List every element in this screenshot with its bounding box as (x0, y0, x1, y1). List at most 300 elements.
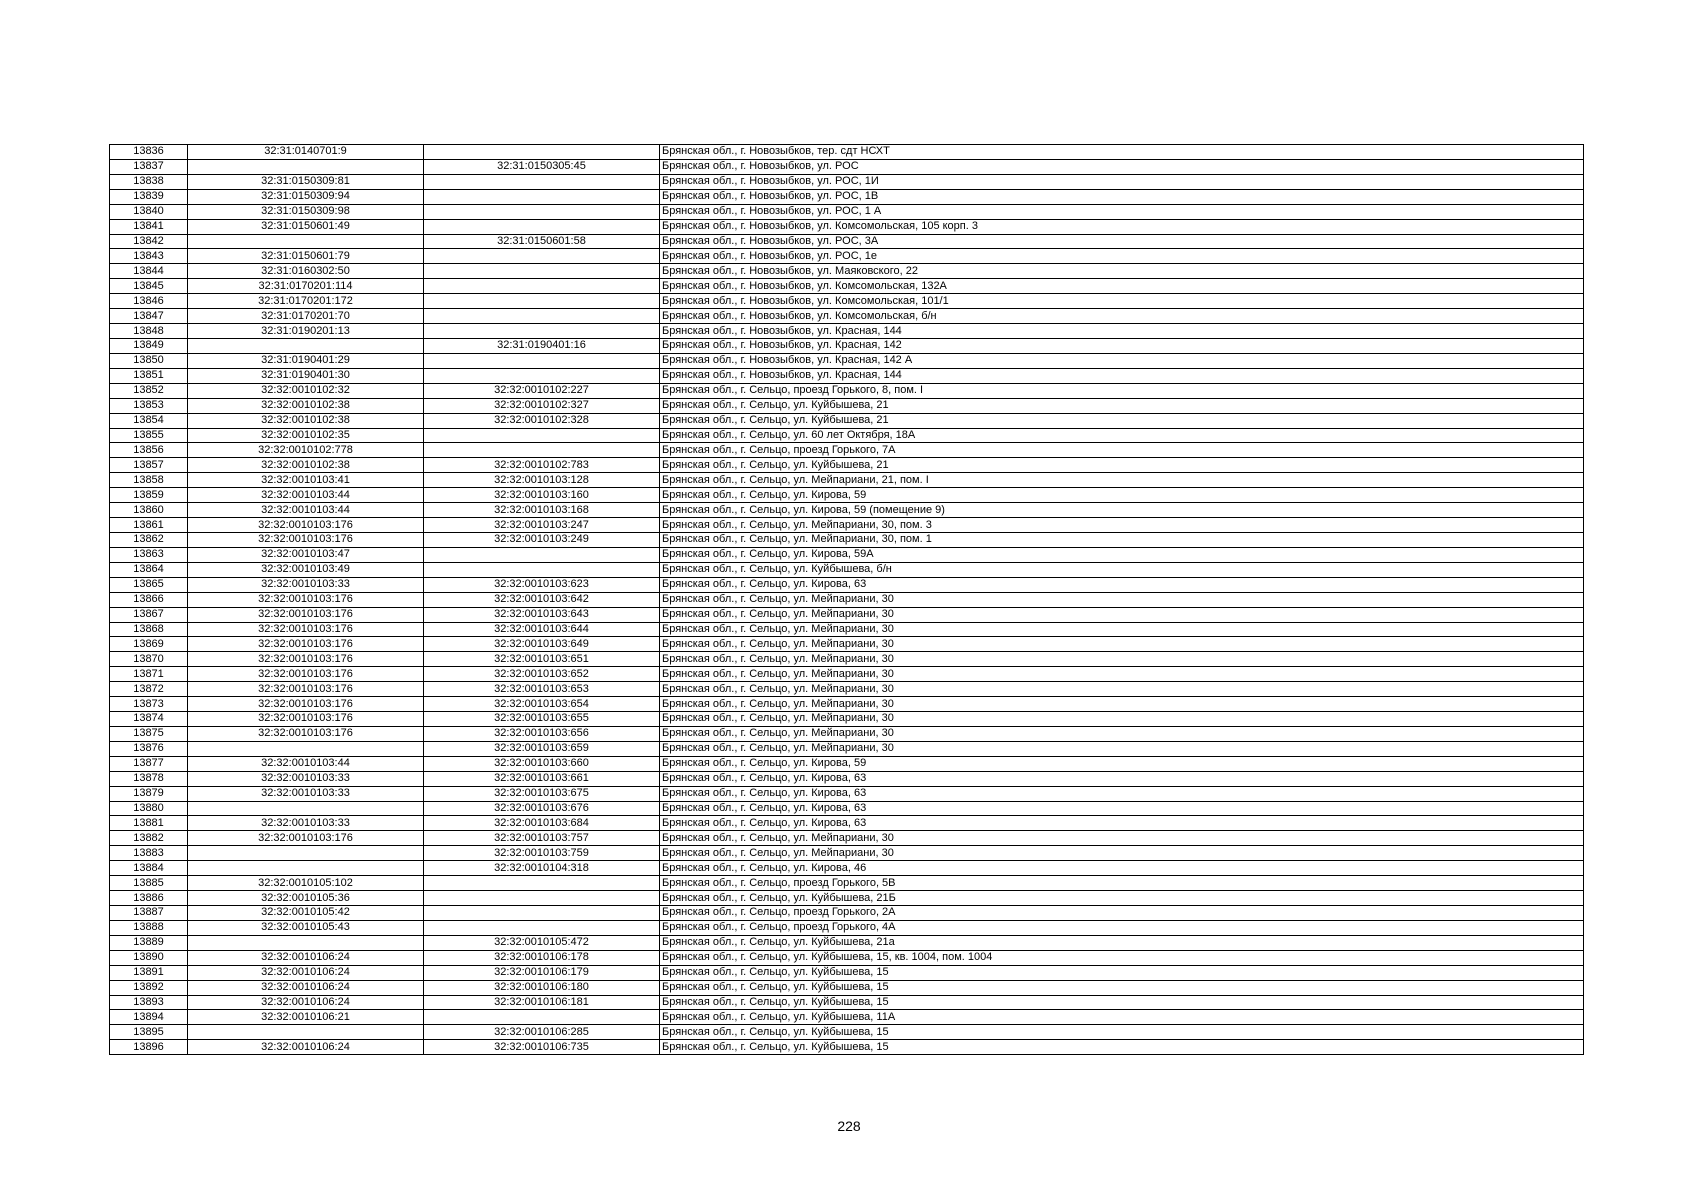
table-row (110, 324, 1584, 339)
table-row (110, 786, 1584, 801)
row-number-cell: 13864 (110, 562, 188, 577)
land-plot-number-cell: 32:32:0010102:38 (188, 398, 424, 413)
address-cell: Брянская обл., г. Сельцо, ул. Куйбышева, 11А (660, 1010, 1584, 1025)
address-cell: Брянская обл., г. Сельцо, ул. Мейпариани, 30, пом. 3 (660, 518, 1584, 533)
land-plot-number-cell: 32:31:0150309:81 (188, 174, 424, 189)
row-number-cell: 13851 (110, 368, 188, 383)
address-cell: Брянская обл., г. Сельцо, ул. Мейпариани, 30 (660, 637, 1584, 652)
address-cell: Брянская обл., г. Новозыбков, ул. Комсомольская, 101/1 (660, 294, 1584, 309)
address-cell: Брянская обл., г. Сельцо, ул. Куйбышева, 15, кв. 1004, пом. 1004 (660, 950, 1584, 965)
table-row (110, 816, 1584, 831)
land-plot-number-cell: 32:32:0010103:47 (188, 547, 424, 562)
land-plot-number-cell: 32:32:0010105:42 (188, 906, 424, 921)
row-number-cell: 13876 (110, 741, 188, 756)
land-plot-number-cell: 32:32:0010103:176 (188, 697, 424, 712)
land-plot-number-cell: 32:32:0010105:43 (188, 920, 424, 935)
address-cell: Брянская обл., г. Сельцо, ул. Кирова, 59 (помещение 9) (660, 503, 1584, 518)
land-plot-number-cell: 32:31:0170201:172 (188, 294, 424, 309)
address-cell: Брянская обл., г. Сельцо, ул. Кирова, 63 (660, 816, 1584, 831)
row-number-cell: 13856 (110, 443, 188, 458)
land-plot-number-cell: 32:32:0010103:33 (188, 577, 424, 592)
land-plot-number-cell: 32:31:0170201:114 (188, 279, 424, 294)
address-cell: Брянская обл., г. Новозыбков, ул. Красная, 144 (660, 324, 1584, 339)
building-number-cell: 32:31:0150601:58 (424, 234, 660, 249)
table-row (110, 756, 1584, 771)
row-number-cell: 13867 (110, 607, 188, 622)
land-plot-number-cell: 32:32:0010102:38 (188, 458, 424, 473)
building-number-cell: 32:32:0010103:676 (424, 801, 660, 816)
row-number-cell: 13880 (110, 801, 188, 816)
table-row (110, 935, 1584, 950)
building-number-cell (424, 1010, 660, 1025)
land-plot-number-cell (188, 234, 424, 249)
land-plot-number-cell: 32:32:0010103:176 (188, 831, 424, 846)
land-plot-number-cell: 32:31:0190401:30 (188, 368, 424, 383)
table-row (110, 174, 1584, 189)
land-plot-number-cell: 32:32:0010103:44 (188, 488, 424, 503)
address-cell: Брянская обл., г. Сельцо, ул. Кирова, 59 (660, 488, 1584, 503)
table-row (110, 697, 1584, 712)
table-row (110, 458, 1584, 473)
table-row (110, 637, 1584, 652)
table-row (110, 1040, 1584, 1055)
address-cell: Брянская обл., г. Новозыбков, ул. РОС, 1В (660, 189, 1584, 204)
address-cell: Брянская обл., г. Сельцо, проезд Горького, 5В (660, 876, 1584, 891)
building-number-cell: 32:32:0010103:654 (424, 697, 660, 712)
address-cell: Брянская обл., г. Новозыбков, ул. Красная, 142 А (660, 353, 1584, 368)
address-cell: Брянская обл., г. Новозыбков, ул. РОС, 1 А (660, 204, 1584, 219)
table-row (110, 876, 1584, 891)
address-cell: Брянская обл., г. Новозыбков, ул. РОС, 3А (660, 234, 1584, 249)
land-plot-number-cell: 32:31:0150309:98 (188, 204, 424, 219)
address-cell: Брянская обл., г. Сельцо, проезд Горького, 2А (660, 906, 1584, 921)
address-cell: Брянская обл., г. Сельцо, проезд Горького, 8, пом. I (660, 383, 1584, 398)
address-cell: Брянская обл., г. Сельцо, ул. Куйбышева, 21 (660, 398, 1584, 413)
land-plot-number-cell: 32:32:0010103:176 (188, 667, 424, 682)
land-plot-number-cell: 32:32:0010103:41 (188, 473, 424, 488)
table-row (110, 622, 1584, 637)
building-number-cell: 32:32:0010106:285 (424, 1025, 660, 1040)
table-row (110, 1010, 1584, 1025)
land-plot-number-cell: 32:32:0010106:24 (188, 995, 424, 1010)
table-row (110, 741, 1584, 756)
row-number-cell: 13891 (110, 965, 188, 980)
row-number-cell: 13872 (110, 682, 188, 697)
table-row (110, 473, 1584, 488)
table-row (110, 831, 1584, 846)
land-plot-number-cell (188, 159, 424, 174)
building-number-cell (424, 547, 660, 562)
building-number-cell (424, 174, 660, 189)
address-cell: Брянская обл., г. Сельцо, ул. Мейпариани, 30 (660, 741, 1584, 756)
land-plot-number-cell: 32:32:0010103:49 (188, 562, 424, 577)
row-number-cell: 13862 (110, 532, 188, 547)
building-number-cell (424, 443, 660, 458)
address-cell: Брянская обл., г. Сельцо, ул. Куйбышева, 15 (660, 995, 1584, 1010)
address-cell: Брянская обл., г. Сельцо, ул. Куйбышева, 15 (660, 1040, 1584, 1055)
building-number-cell: 32:32:0010103:661 (424, 771, 660, 786)
land-plot-number-cell: 32:32:0010102:778 (188, 443, 424, 458)
table-row (110, 667, 1584, 682)
address-cell: Брянская обл., г. Сельцо, ул. Куйбышева, 21Б (660, 891, 1584, 906)
address-cell: Брянская обл., г. Сельцо, ул. Кирова, 59 (660, 756, 1584, 771)
building-number-cell (424, 562, 660, 577)
row-number-cell: 13854 (110, 413, 188, 428)
row-number-cell: 13842 (110, 234, 188, 249)
land-plot-number-cell: 32:32:0010103:176 (188, 712, 424, 727)
address-cell: Брянская обл., г. Новозыбков, ул. РОС (660, 159, 1584, 174)
address-cell: Брянская обл., г. Сельцо, ул. Мейпариани, 30 (660, 607, 1584, 622)
address-cell: Брянская обл., г. Новозыбков, ул. Комсомольская, б/н (660, 309, 1584, 324)
register-sheet (109, 144, 1584, 1055)
building-number-cell: 32:31:0150305:45 (424, 159, 660, 174)
address-cell: Брянская обл., г. Сельцо, проезд Горького, 7А (660, 443, 1584, 458)
property-register-body (110, 145, 1584, 1055)
land-plot-number-cell: 32:31:0150601:79 (188, 249, 424, 264)
table-row (110, 950, 1584, 965)
land-plot-number-cell (188, 741, 424, 756)
address-cell: Брянская обл., г. Сельцо, ул. Кирова, 46 (660, 861, 1584, 876)
table-row (110, 906, 1584, 921)
row-number-cell: 13850 (110, 353, 188, 368)
building-number-cell: 32:32:0010103:649 (424, 637, 660, 652)
land-plot-number-cell: 32:32:0010102:35 (188, 428, 424, 443)
building-number-cell: 32:32:0010103:656 (424, 726, 660, 741)
row-number-cell: 13863 (110, 547, 188, 562)
address-cell: Брянская обл., г. Новозыбков, ул. Красная, 142 (660, 338, 1584, 353)
address-cell: Брянская обл., г. Сельцо, ул. Кирова, 63 (660, 801, 1584, 816)
row-number-cell: 13868 (110, 622, 188, 637)
land-plot-number-cell: 32:31:0190201:13 (188, 324, 424, 339)
row-number-cell: 13873 (110, 697, 188, 712)
row-number-cell: 13874 (110, 712, 188, 727)
table-row (110, 338, 1584, 353)
land-plot-number-cell (188, 1025, 424, 1040)
row-number-cell: 13845 (110, 279, 188, 294)
building-number-cell (424, 920, 660, 935)
address-cell: Брянская обл., г. Новозыбков, ул. Комсомольская, 132А (660, 279, 1584, 294)
table-row (110, 562, 1584, 577)
row-number-cell: 13848 (110, 324, 188, 339)
row-number-cell: 13858 (110, 473, 188, 488)
building-number-cell: 32:32:0010103:643 (424, 607, 660, 622)
address-cell: Брянская обл., г. Сельцо, ул. Куйбышева, 15 (660, 980, 1584, 995)
row-number-cell: 13866 (110, 592, 188, 607)
address-cell: Брянская обл., г. Сельцо, ул. Мейпариани, 30 (660, 831, 1584, 846)
building-number-cell: 32:32:0010103:759 (424, 846, 660, 861)
table-row (110, 577, 1584, 592)
building-number-cell (424, 219, 660, 234)
table-row (110, 204, 1584, 219)
building-number-cell: 32:32:0010103:659 (424, 741, 660, 756)
land-plot-number-cell: 32:32:0010103:44 (188, 756, 424, 771)
address-cell: Брянская обл., г. Сельцо, проезд Горького, 4А (660, 920, 1584, 935)
row-number-cell: 13865 (110, 577, 188, 592)
land-plot-number-cell: 32:31:0160302:50 (188, 264, 424, 279)
table-row (110, 189, 1584, 204)
building-number-cell (424, 279, 660, 294)
table-row (110, 503, 1584, 518)
table-row (110, 682, 1584, 697)
page-number: 228 (837, 1118, 861, 1134)
land-plot-number-cell: 32:32:0010105:102 (188, 876, 424, 891)
row-number-cell: 13855 (110, 428, 188, 443)
land-plot-number-cell: 32:32:0010103:44 (188, 503, 424, 518)
table-row (110, 368, 1584, 383)
row-number-cell: 13849 (110, 338, 188, 353)
row-number-cell: 13852 (110, 383, 188, 398)
row-number-cell: 13861 (110, 518, 188, 533)
building-number-cell: 32:31:0190401:16 (424, 338, 660, 353)
table-row (110, 726, 1584, 741)
building-number-cell (424, 294, 660, 309)
row-number-cell: 13843 (110, 249, 188, 264)
row-number-cell: 13846 (110, 294, 188, 309)
building-number-cell: 32:32:0010103:684 (424, 816, 660, 831)
row-number-cell: 13840 (110, 204, 188, 219)
row-number-cell: 13853 (110, 398, 188, 413)
table-row (110, 801, 1584, 816)
building-number-cell: 32:32:0010103:644 (424, 622, 660, 637)
land-plot-number-cell: 32:32:0010103:176 (188, 726, 424, 741)
building-number-cell: 32:32:0010103:652 (424, 667, 660, 682)
address-cell: Брянская обл., г. Сельцо, ул. Куйбышева, 15 (660, 965, 1584, 980)
land-plot-number-cell: 32:32:0010106:24 (188, 980, 424, 995)
table-row (110, 234, 1584, 249)
land-plot-number-cell: 32:32:0010103:176 (188, 518, 424, 533)
table-row (110, 219, 1584, 234)
table-row (110, 488, 1584, 503)
building-number-cell: 32:32:0010105:472 (424, 935, 660, 950)
land-plot-number-cell: 32:32:0010102:38 (188, 413, 424, 428)
building-number-cell (424, 428, 660, 443)
land-plot-number-cell: 32:32:0010103:176 (188, 592, 424, 607)
address-cell: Брянская обл., г. Новозыбков, ул. Красная, 144 (660, 368, 1584, 383)
address-cell: Брянская обл., г. Сельцо, ул. Мейпариани, 30 (660, 592, 1584, 607)
building-number-cell (424, 145, 660, 160)
land-plot-number-cell: 32:32:0010103:176 (188, 682, 424, 697)
row-number-cell: 13878 (110, 771, 188, 786)
table-row (110, 771, 1584, 786)
table-row (110, 309, 1584, 324)
building-number-cell: 32:32:0010104:318 (424, 861, 660, 876)
address-cell: Брянская обл., г. Сельцо, ул. Куйбышева, 21а (660, 935, 1584, 950)
address-cell: Брянская обл., г. Сельцо, ул. Куйбышева, б/н (660, 562, 1584, 577)
row-number-cell: 13895 (110, 1025, 188, 1040)
address-cell: Брянская обл., г. Сельцо, ул. 60 лет Октября, 18А (660, 428, 1584, 443)
land-plot-number-cell: 32:31:0150309:94 (188, 189, 424, 204)
land-plot-number-cell: 32:32:0010103:33 (188, 786, 424, 801)
address-cell: Брянская обл., г. Сельцо, ул. Кирова, 63 (660, 577, 1584, 592)
address-cell: Брянская обл., г. Сельцо, ул. Куйбышева, 21 (660, 413, 1584, 428)
land-plot-number-cell: 32:32:0010103:176 (188, 622, 424, 637)
building-number-cell: 32:32:0010103:168 (424, 503, 660, 518)
land-plot-number-cell: 32:31:0140701:9 (188, 145, 424, 160)
table-row (110, 532, 1584, 547)
address-cell: Брянская обл., г. Сельцо, ул. Мейпариани, 30 (660, 846, 1584, 861)
building-number-cell: 32:32:0010106:180 (424, 980, 660, 995)
building-number-cell: 32:32:0010106:181 (424, 995, 660, 1010)
row-number-cell: 13875 (110, 726, 188, 741)
address-cell: Брянская обл., г. Сельцо, ул. Мейпариани, 30, пом. 1 (660, 532, 1584, 547)
table-row (110, 980, 1584, 995)
land-plot-number-cell: 32:32:0010103:176 (188, 637, 424, 652)
address-cell: Брянская обл., г. Сельцо, ул. Мейпариани, 30 (660, 652, 1584, 667)
row-number-cell: 13886 (110, 891, 188, 906)
building-number-cell: 32:32:0010103:757 (424, 831, 660, 846)
building-number-cell: 32:32:0010102:327 (424, 398, 660, 413)
address-cell: Брянская обл., г. Сельцо, ул. Кирова, 59А (660, 547, 1584, 562)
building-number-cell (424, 324, 660, 339)
building-number-cell (424, 309, 660, 324)
building-number-cell (424, 204, 660, 219)
building-number-cell (424, 353, 660, 368)
building-number-cell: 32:32:0010103:651 (424, 652, 660, 667)
row-number-cell: 13883 (110, 846, 188, 861)
building-number-cell (424, 189, 660, 204)
land-plot-number-cell (188, 935, 424, 950)
building-number-cell: 32:32:0010103:160 (424, 488, 660, 503)
land-plot-number-cell: 32:32:0010103:33 (188, 816, 424, 831)
row-number-cell: 13837 (110, 159, 188, 174)
table-row (110, 294, 1584, 309)
table-row (110, 159, 1584, 174)
row-number-cell: 13884 (110, 861, 188, 876)
table-row (110, 592, 1584, 607)
table-row (110, 428, 1584, 443)
land-plot-number-cell: 32:32:0010106:24 (188, 1040, 424, 1055)
property-register-table (109, 144, 1584, 1055)
building-number-cell: 32:32:0010103:623 (424, 577, 660, 592)
table-row (110, 145, 1584, 160)
row-number-cell: 13892 (110, 980, 188, 995)
table-row (110, 383, 1584, 398)
table-row (110, 965, 1584, 980)
building-number-cell: 32:32:0010102:227 (424, 383, 660, 398)
building-number-cell (424, 906, 660, 921)
address-cell: Брянская обл., г. Сельцо, ул. Куйбышева, 15 (660, 1025, 1584, 1040)
land-plot-number-cell (188, 861, 424, 876)
building-number-cell: 32:32:0010102:783 (424, 458, 660, 473)
address-cell: Брянская обл., г. Сельцо, ул. Мейпариани, 30 (660, 667, 1584, 682)
land-plot-number-cell: 32:32:0010106:24 (188, 950, 424, 965)
address-cell: Брянская обл., г. Новозыбков, тер. сдт НСХТ (660, 145, 1584, 160)
building-number-cell: 32:32:0010103:247 (424, 518, 660, 533)
row-number-cell: 13841 (110, 219, 188, 234)
table-row (110, 607, 1584, 622)
row-number-cell: 13870 (110, 652, 188, 667)
building-number-cell: 32:32:0010103:128 (424, 473, 660, 488)
row-number-cell: 13879 (110, 786, 188, 801)
table-row (110, 846, 1584, 861)
row-number-cell: 13838 (110, 174, 188, 189)
land-plot-number-cell: 32:32:0010103:176 (188, 607, 424, 622)
land-plot-number-cell: 32:32:0010103:176 (188, 652, 424, 667)
building-number-cell: 32:32:0010103:642 (424, 592, 660, 607)
table-row (110, 249, 1584, 264)
table-row (110, 398, 1584, 413)
land-plot-number-cell (188, 338, 424, 353)
building-number-cell: 32:32:0010103:655 (424, 712, 660, 727)
address-cell: Брянская обл., г. Сельцо, ул. Мейпариани, 30 (660, 712, 1584, 727)
row-number-cell: 13859 (110, 488, 188, 503)
building-number-cell (424, 876, 660, 891)
address-cell: Брянская обл., г. Сельцо, ул. Мейпариани, 30 (660, 726, 1584, 741)
land-plot-number-cell: 32:32:0010103:176 (188, 532, 424, 547)
table-row (110, 518, 1584, 533)
building-number-cell (424, 368, 660, 383)
address-cell: Брянская обл., г. Новозыбков, ул. РОС, 1е (660, 249, 1584, 264)
table-row (110, 547, 1584, 562)
land-plot-number-cell: 32:32:0010103:33 (188, 771, 424, 786)
row-number-cell: 13877 (110, 756, 188, 771)
address-cell: Брянская обл., г. Сельцо, ул. Мейпариани, 30 (660, 697, 1584, 712)
address-cell: Брянская обл., г. Сельцо, ул. Мейпариани, 30 (660, 682, 1584, 697)
land-plot-number-cell: 32:32:0010106:24 (188, 965, 424, 980)
row-number-cell: 13860 (110, 503, 188, 518)
building-number-cell: 32:32:0010103:653 (424, 682, 660, 697)
table-row (110, 652, 1584, 667)
land-plot-number-cell (188, 801, 424, 816)
address-cell: Брянская обл., г. Новозыбков, ул. Комсомольская, 105 корп. 3 (660, 219, 1584, 234)
land-plot-number-cell: 32:32:0010105:36 (188, 891, 424, 906)
table-row (110, 861, 1584, 876)
address-cell: Брянская обл., г. Новозыбков, ул. Маяковского, 22 (660, 264, 1584, 279)
address-cell: Брянская обл., г. Сельцо, ул. Кирова, 63 (660, 771, 1584, 786)
address-cell: Брянская обл., г. Сельцо, ул. Куйбышева, 21 (660, 458, 1584, 473)
building-number-cell (424, 264, 660, 279)
building-number-cell: 32:32:0010106:178 (424, 950, 660, 965)
row-number-cell: 13869 (110, 637, 188, 652)
row-number-cell: 13847 (110, 309, 188, 324)
row-number-cell: 13889 (110, 935, 188, 950)
building-number-cell (424, 249, 660, 264)
row-number-cell: 13893 (110, 995, 188, 1010)
row-number-cell: 13881 (110, 816, 188, 831)
table-row (110, 1025, 1584, 1040)
building-number-cell: 32:32:0010103:660 (424, 756, 660, 771)
table-row (110, 443, 1584, 458)
row-number-cell: 13844 (110, 264, 188, 279)
building-number-cell: 32:32:0010106:735 (424, 1040, 660, 1055)
building-number-cell: 32:32:0010102:328 (424, 413, 660, 428)
row-number-cell: 13885 (110, 876, 188, 891)
row-number-cell: 13888 (110, 920, 188, 935)
row-number-cell: 13871 (110, 667, 188, 682)
table-row (110, 413, 1584, 428)
building-number-cell: 32:32:0010103:249 (424, 532, 660, 547)
row-number-cell: 13839 (110, 189, 188, 204)
row-number-cell: 13857 (110, 458, 188, 473)
row-number-cell: 13890 (110, 950, 188, 965)
land-plot-number-cell: 32:32:0010106:21 (188, 1010, 424, 1025)
land-plot-number-cell: 32:31:0190401:29 (188, 353, 424, 368)
address-cell: Брянская обл., г. Новозыбков, ул. РОС, 1И (660, 174, 1584, 189)
row-number-cell: 13887 (110, 906, 188, 921)
building-number-cell: 32:32:0010103:675 (424, 786, 660, 801)
row-number-cell: 13882 (110, 831, 188, 846)
land-plot-number-cell: 32:31:0170201:70 (188, 309, 424, 324)
address-cell: Брянская обл., г. Сельцо, ул. Мейпариани, 21, пом. I (660, 473, 1584, 488)
building-number-cell: 32:32:0010106:179 (424, 965, 660, 980)
table-row (110, 279, 1584, 294)
table-row (110, 264, 1584, 279)
address-cell: Брянская обл., г. Сельцо, ул. Кирова, 63 (660, 786, 1584, 801)
address-cell: Брянская обл., г. Сельцо, ул. Мейпариани, 30 (660, 622, 1584, 637)
table-row (110, 353, 1584, 368)
building-number-cell (424, 891, 660, 906)
land-plot-number-cell (188, 846, 424, 861)
